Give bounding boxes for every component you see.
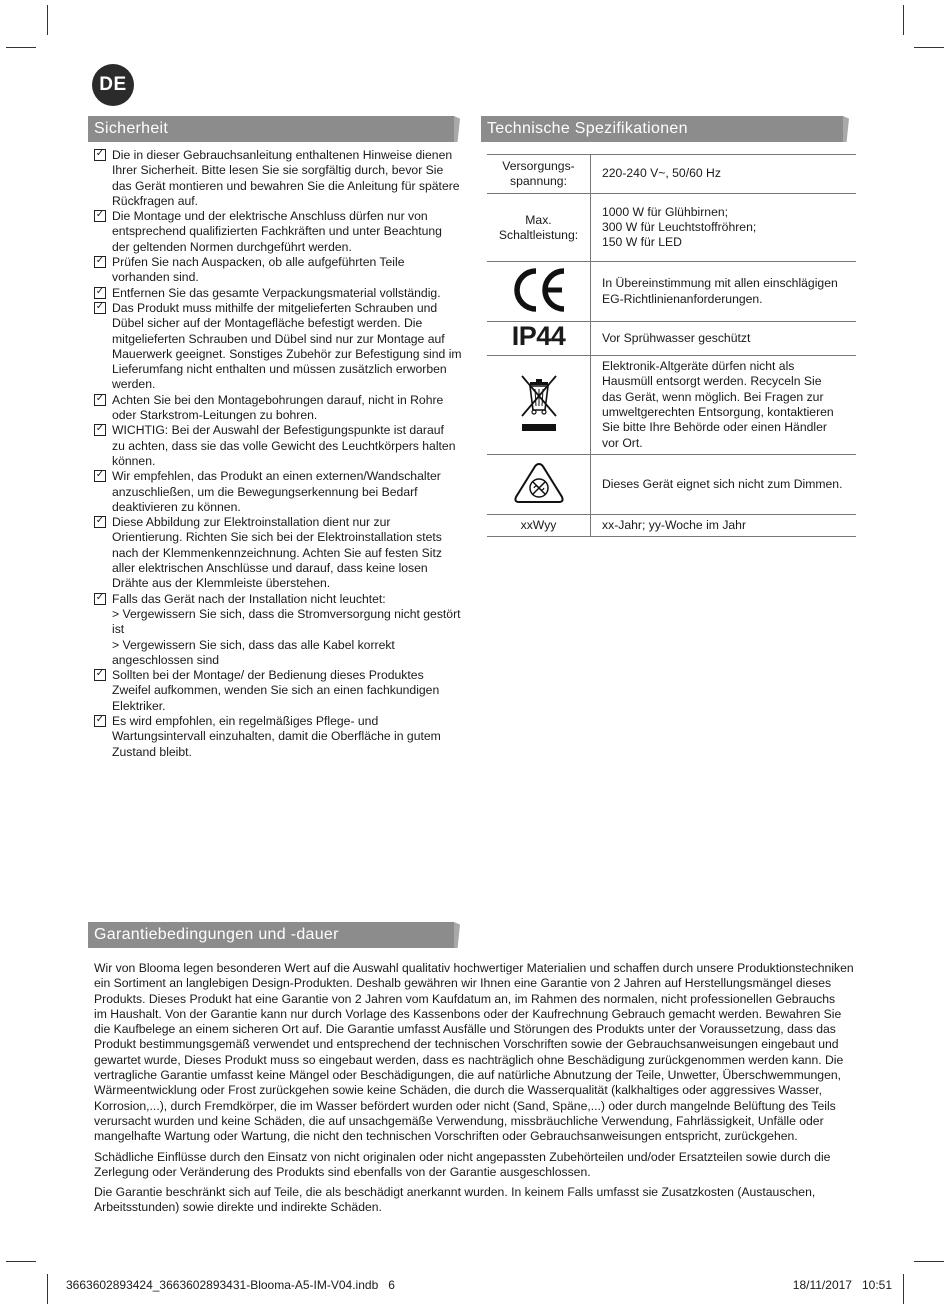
text-line: Ihrer Sicherheit. Bitte lesen Sie sie sorgfältig durch, bevor Sie xyxy=(112,163,444,178)
text-line: Es wird empfohlen, ein regelmäßiges Pflege- und xyxy=(112,713,379,728)
no-dimming-icon xyxy=(487,455,591,515)
text-line: können. xyxy=(112,453,156,468)
safety-item xyxy=(94,209,466,255)
text-line: im Haushalt. Von der Garantie kann nur durch Vorlage des Kassenbons oder der Kaufrechnung Gebrauch gemacht werden. Bewahren Sie xyxy=(94,1006,842,1021)
safety-item xyxy=(94,423,466,469)
text-line: Die Montage und der elektrische Anschluss dürfen nur von xyxy=(112,209,428,224)
spec-key xyxy=(487,515,591,537)
text-line: Diese Abbildung zur Elektroinstallation dient nur zur xyxy=(112,515,391,530)
text-line: Rückfragen auf. xyxy=(112,193,199,208)
text-line: Wärmeentwicklung oder Frost zurückgehen sowie keine Schäden, die durch die Wasserqualität (kalkhaltiges oder aggressives Wasser, xyxy=(94,1083,822,1098)
spec-row-power xyxy=(487,194,856,262)
spec-value xyxy=(591,155,857,194)
text-line: Die Garantie beschränkt sich auf Teile, die als beschädigt anerkannt wurden. In keinem Falls umfasst sie Zusatzkosten (Austauschen, xyxy=(94,1185,816,1200)
spec-row-weee xyxy=(487,356,856,455)
footer-file-name: 3663602893424_3663602893431-Blooma-A5-IM-V04.indb 6 xyxy=(66,1278,395,1292)
text-line: > Vergewissern Sie sich, dass das alle Kabel korrekt xyxy=(112,637,395,652)
text-line: Sollten bei der Montage/ der Bedienung dieses Produktes xyxy=(112,668,424,683)
text-line: aller elektrischen Anschlüsse und darauf, dass keine losen xyxy=(112,561,428,576)
text-line: 1000 W für Glühbirnen; xyxy=(602,204,729,219)
checkmark-box-icon: ✓ xyxy=(95,255,105,267)
checkmark-box-icon: ✓ xyxy=(95,300,105,312)
ip44-mark: IP44 xyxy=(487,322,591,356)
spec-value xyxy=(591,194,857,262)
text-line: Mauerwerk geeignet. Sonstiges Zubehör zur Befestigung sind im xyxy=(112,346,462,361)
spec-row-ip xyxy=(487,322,856,356)
warranty-text xyxy=(94,961,860,1221)
text-line: Drähte aus der Klemmleiste überstehen. xyxy=(112,576,331,591)
text-line: Elektronik-Altgeräte dürfen nicht als xyxy=(602,359,795,374)
checkmark-box-icon: ✓ xyxy=(95,423,105,435)
text-line: WICHTIG: Bei der Auswahl der Befestigungspunkte ist darauf xyxy=(112,423,444,438)
spec-value xyxy=(591,455,857,515)
checkmark-box-icon: ✓ xyxy=(95,469,105,481)
text-line: Schaltleistung: xyxy=(498,227,579,242)
text-line: Sie bitte Ihre Behörde oder einen Händler xyxy=(602,420,827,435)
text-line: Zerlegung oder Veränderung des Produkts sind ebenfalls von der Garantie ausgeschlossen. xyxy=(94,1164,591,1179)
text-line: Achten Sie bei den Montagebohrungen darauf, nicht in Rohre xyxy=(112,392,444,407)
checkmark-box-icon: ✓ xyxy=(95,209,105,221)
safety-item xyxy=(94,301,466,393)
crop-mark xyxy=(914,1261,944,1262)
text-line: Wir empfehlen, das Produkt an einen externen/Wandschalter xyxy=(112,469,441,484)
safety-item xyxy=(94,286,466,301)
text-line: Versorgungs- xyxy=(502,159,575,173)
safety-item xyxy=(94,393,466,424)
text-line: vorhanden sind. xyxy=(112,270,199,285)
warranty-paragraph xyxy=(94,961,860,1145)
text-line: entsprechend qualifizierten Fachkräften und unter Beachtung xyxy=(112,224,442,239)
text-line: spannung: xyxy=(510,174,567,188)
text-line: Lieferumfang nicht enthalten und müssen zusätzlich erworben xyxy=(112,362,447,377)
text-line: mitgelieferten Schrauben und Dübel sind nur zur Montage auf xyxy=(112,331,445,346)
checkmark-box-icon: ✓ xyxy=(95,515,105,527)
text-line: der geltenden Normen durchgeführt werden. xyxy=(112,239,352,254)
checkmark-box-icon: ✓ xyxy=(95,148,105,159)
text-line: Zustand bleibt. xyxy=(112,744,192,759)
text-line: ein Sortiment an langlebigen Design-Produkten. Deshalb gewähren wir Ihnen eine Garantie von 2 Jahren auf Herstellungsmängel dieses xyxy=(94,976,832,991)
text-line: Wartungsintervall einzuhalten, damit die Oberfläche in gutem xyxy=(112,729,441,744)
text-line: die Kaufbelege an einem sicheren Ort auf. Die Garantie umfasst Ausfälle und Störungen des Produkts unter der Voraussetzung, dass das xyxy=(94,1022,836,1037)
text-line: Elektriker. xyxy=(112,698,166,713)
crop-mark xyxy=(47,1274,48,1304)
crop-mark xyxy=(914,47,944,48)
text-line: EG-Richtlinienanforderungen. xyxy=(602,291,763,306)
text-line: ist xyxy=(112,622,125,637)
spec-value xyxy=(591,322,857,356)
text-line: Vor Sprühwasser geschützt xyxy=(602,330,751,345)
checkmark-box-icon: ✓ xyxy=(95,285,105,297)
text-line: zu achten, dass sie das volle Gewicht des Leuchtkörpers halten xyxy=(112,438,456,453)
safety-item xyxy=(94,255,466,286)
text-line: mangelhafte Wartung oder Wartung, die nicht den technischen Vorschriften oder Gebrauchsanweisungen entspricht, zurückgehen. xyxy=(94,1129,798,1144)
text-line: Zweifel aufkommen, wenden Sie sich an einen fachkundigen xyxy=(112,683,440,698)
text-line: Dieses Gerät eignet sich nicht zum Dimmen. xyxy=(602,476,843,491)
text-line: vertragliche Garantie umfasst keine Mängel oder Beschädigungen, die auf natürliche Abnutzung der Teile, Unwetter, Überschwemmungen, xyxy=(94,1068,842,1083)
crop-mark xyxy=(6,47,36,48)
text-line: Prüfen Sie nach Auspacken, ob alle aufgeführten Teile xyxy=(112,255,405,270)
text-line: Korrosion,...), durch Fremdkörper, die im Wasser befördert wurden oder nicht (Sand, Späne,...) oder durch mangelnde Belüftung des Teils xyxy=(94,1098,836,1113)
text-line: vor Ort. xyxy=(602,435,643,450)
text-line: Das Produkt muss mithilfe der mitgelieferten Schrauben und xyxy=(112,300,438,315)
text-line: Hausmüll entsorgt werden. Recyceln Sie xyxy=(602,374,822,389)
safety-heading: Sicherheit xyxy=(88,116,454,142)
text-line: verursacht wurden und keine Schäden, die auf unsachgemäße Verwendung, missbräuchliche Verwendung, Fahrlässigkeit, Unfälle oder xyxy=(94,1113,824,1128)
text-line: werden. xyxy=(112,377,156,392)
crossed-out-wheelie-bin-icon xyxy=(487,356,591,455)
text-line: das Gerät, wenn möglich. Bei Fragen zur xyxy=(602,389,824,404)
checkmark-box-icon: ✓ xyxy=(95,713,105,725)
text-line: Falls das Gerät nach der Installation nicht leuchtet: xyxy=(112,591,386,606)
text-line: In Übereinstimmung mit allen einschlägigen xyxy=(602,276,838,291)
text-line: Produkt bestimmungsgemäß verwendet und entsprechend der technischen Vorschriften sowie der Gebrauchsanweisungen eingebaut und xyxy=(94,1037,839,1052)
safety-item xyxy=(94,592,466,668)
crop-mark xyxy=(903,5,904,35)
safety-list xyxy=(94,148,466,760)
text-line: xx-Jahr; yy-Woche im Jahr xyxy=(602,517,747,532)
crop-mark xyxy=(903,1274,904,1304)
checkmark-box-icon: ✓ xyxy=(95,668,105,680)
text-line: umweltgerechten Entsorgung, kontaktieren xyxy=(602,405,834,419)
safety-item xyxy=(94,668,466,714)
footer-timestamp: 18/11/2017 10:51 xyxy=(792,1278,892,1292)
text-line: das Gerät montieren und bewahren Sie die Anleitung für spätere xyxy=(112,178,460,193)
text-line: 300 W für Leuchtstoffröhren; xyxy=(602,219,757,234)
spec-row-dimmer xyxy=(487,455,856,515)
spec-row-ce xyxy=(487,262,856,322)
specs-heading: Technische Spezifikationen xyxy=(481,116,843,142)
safety-item xyxy=(94,148,466,209)
spec-value xyxy=(591,262,857,322)
crop-mark xyxy=(47,5,48,35)
spec-key xyxy=(487,155,591,194)
text-line: angeschlossen sind xyxy=(112,652,220,667)
text-line: > Vergewissern Sie sich, dass die Stromversorgung nicht gestört xyxy=(112,606,461,621)
text-line: anzuschließen, um die Bewegungserkennung bei Bedarf xyxy=(112,484,418,499)
spec-row-date-code xyxy=(487,515,856,537)
text-line: Orientierung. Richten Sie sich bei der Elektroinstallation stets xyxy=(112,530,442,545)
text-line: oder Starkstrom-Leitungen zu bohren. xyxy=(112,408,318,423)
warranty-paragraph xyxy=(94,1150,860,1181)
warranty-paragraph xyxy=(94,1185,860,1216)
safety-item xyxy=(94,714,466,760)
text-line: Schädliche Einflüsse durch den Einsatz von nicht originalen oder nicht angepassten Zubehörteilen und/oder Ersatzteilen sowie durch die xyxy=(94,1149,831,1164)
spec-value xyxy=(591,356,857,455)
text-line: Entfernen Sie das gesamte Verpackungsmaterial vollständig. xyxy=(112,285,441,300)
crop-mark xyxy=(6,1261,36,1262)
text-line: deaktivieren zu können. xyxy=(112,499,241,514)
text-line: gewartet wurde, Dieses Produkt muss so eingebaut werden, dass es nachträglich ohne Beschädigung zurückgenommen werden kann. Die xyxy=(94,1052,844,1067)
language-badge: DE xyxy=(92,64,134,106)
warranty-heading: Garantiebedingungen und -dauer xyxy=(88,922,454,948)
spec-table xyxy=(487,154,856,537)
text-line: Wir von Blooma legen besonderen Wert auf die Auswahl qualitativ hochwertiger Materialien und schaffen durch unsere Produktionstechniken xyxy=(94,961,854,975)
text-line: Arbeitsstunden) sowie direkte und indirekte Schäden. xyxy=(94,1200,382,1215)
checkmark-box-icon: ✓ xyxy=(95,392,105,404)
text-line: Die in dieser Gebrauchsanleitung enthaltenen Hinweise dienen xyxy=(112,148,453,162)
text-line: 150 W für LED xyxy=(602,235,682,250)
checkmark-box-icon: ✓ xyxy=(95,591,105,603)
text-line: 220-240 V~, 50/60 Hz xyxy=(602,166,721,181)
safety-item xyxy=(94,469,466,515)
ce-mark-icon xyxy=(487,262,591,322)
spec-value xyxy=(591,515,857,537)
safety-item xyxy=(94,515,466,591)
spec-key xyxy=(487,194,591,262)
text-line: Produkts. Dieses Produkt hat eine Garantie von 2 Jahren vom Kaufdatum an, im Rahmen des normalen, nicht professionellen Gebrauchs xyxy=(94,991,836,1006)
text-line: nach der Klemmenkennzeichnung. Achten Sie auf festen Sitz xyxy=(112,545,442,560)
text-line: Max. xyxy=(525,212,552,227)
spec-row-voltage xyxy=(487,155,856,194)
text-line: Dübel sicher auf der Montagefläche befestigt werden. Die xyxy=(112,316,423,331)
text-line: xxWyy xyxy=(520,518,557,532)
